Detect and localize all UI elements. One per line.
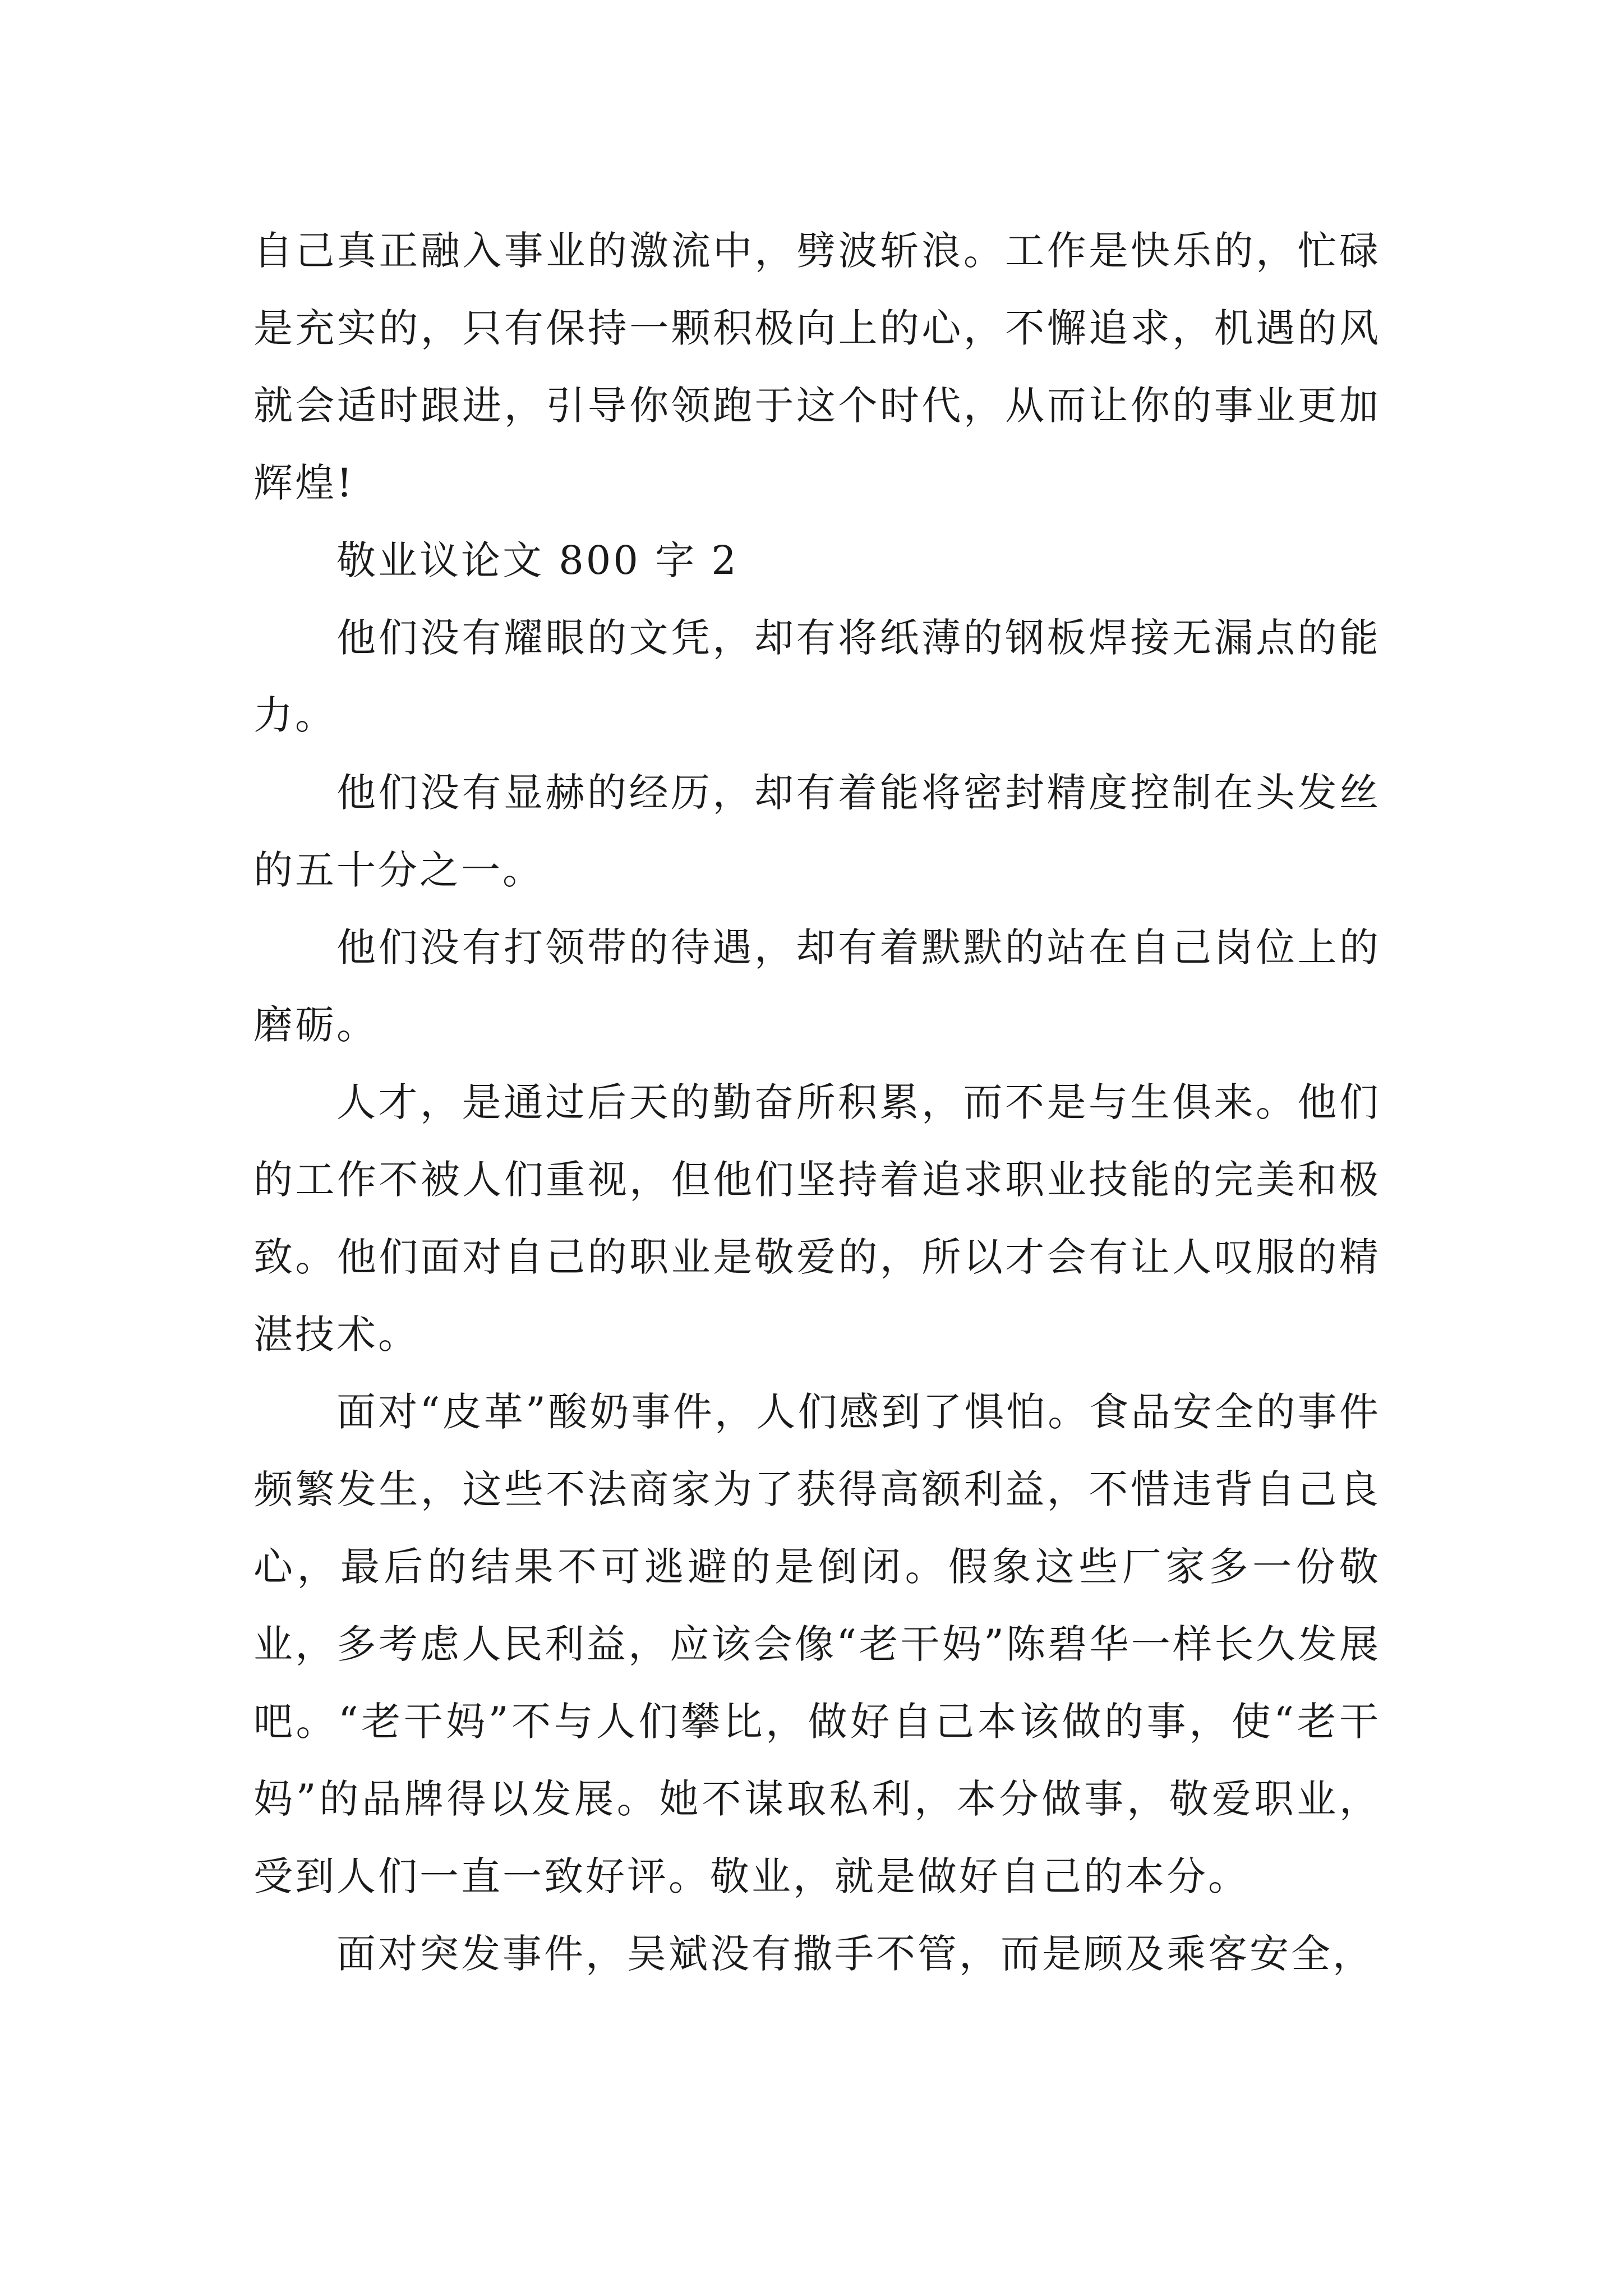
paragraph: 面对“皮革”酸奶事件，人们感到了惧怕。食品安全的事件频繁发生，这些不法商家为了获得高额利益，不惜违背自己良心，最后的结果不可逃避的是倒闭。假象这些厂家多一份敬业，多考虑人民利益，应该会像“老干妈”陈碧华一样长久发展吧。“老干妈”不与人们攀比，做好自己本该做的事，使“老干妈”的品牌得以发展。她不谋取私利，本分做事，敬爱职业，受到人们一直一致好评。敬业，就是做好自己的本分。 xyxy=(253,1389,1381,1899)
section-heading: 敬业议论文 800 字 2 xyxy=(336,537,739,583)
body-text xyxy=(253,212,1381,1993)
paragraph: 人才，是通过后天的勤奋所积累，而不是与生俱来。他们的工作不被人们重视，但他们坚持着追求职业技能的完美和极致。他们面对自己的职业是敬爱的，所以才会有让人叹服的精湛技术。 xyxy=(253,1079,1381,1358)
paragraph: 他们没有显赫的经历，却有着能将密封精度控制在头发丝的五十分之一。 xyxy=(253,770,1381,893)
paragraph-continuation: 自己真正融入事业的激流中，劈波斩浪。工作是快乐的，忙碌是充实的，只有保持一颗积极向上的心，不懈追求，机遇的风就会适时跟进，引导你领跑于这个时代，从而让你的事业更加辉煌! xyxy=(253,228,1381,506)
paragraph-truncated: 面对突发事件，吴斌没有撒手不管，而是顾及乘客安全， xyxy=(336,1931,1374,1977)
paragraph: 他们没有打领带的待遇，却有着默默的站在自己岗位上的磨砺。 xyxy=(253,924,1381,1048)
paragraph: 他们没有耀眼的文凭，却有将纸薄的钢板焊接无漏点的能力。 xyxy=(253,615,1381,738)
